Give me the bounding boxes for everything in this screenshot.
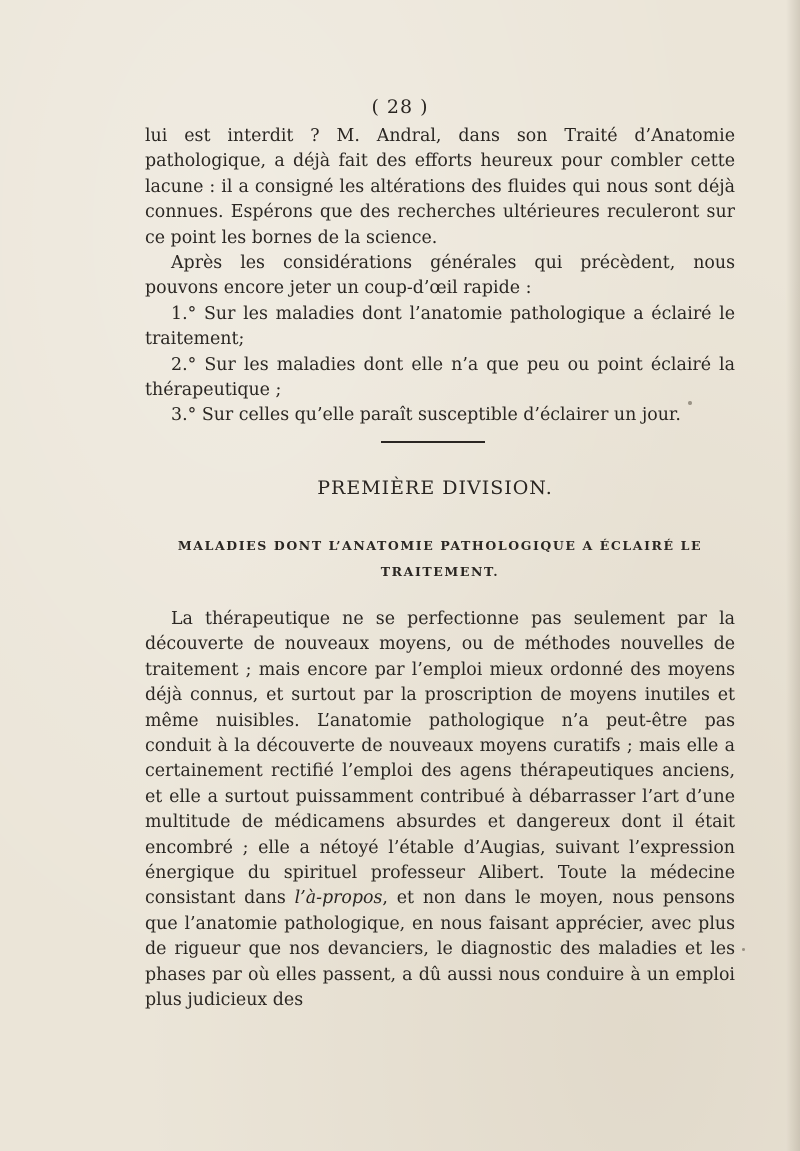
paper-speck [688,401,692,405]
page-edge-shadow [786,0,800,1151]
division-subtitle: MALADIES DONT L’ANATOMIE PATHOLOGIQUE A ÉCLAIRÉ LE TRAITEMENT. [177,538,703,579]
top-text-block [145,124,735,429]
main-paragraph [145,607,735,1014]
intro-paragraph: Après les considérations générales qui précèdent, nous pouvons encore jeter un coup-d’œil rapide : [145,253,735,299]
continued-paragraph: lui est interdit ? M. Andral, dans son Traité d’Anatomie pathologique, a déjà fait des efforts heureux pour combler cette lacune : il a consigné les altérations des fluides qui nous sont déjà connues. Espérons que des recherches ultérieures reculeront sur ce point les bornes de la science. [145,126,735,248]
list-item-1: 1.° Sur les maladies dont l’anatomie pathologique a éclairé le traitement; [145,303,735,350]
page-number: ( 28 ) [371,96,429,118]
paper-speck [742,948,745,951]
division-title: PREMIÈRE DIVISION. [317,477,553,499]
section-divider-rule [381,441,485,443]
main-paragraph-italic: l’à-propos [294,888,383,909]
list-item-2: 2.° Sur les maladies dont elle n’a que peu ou point éclairé la thérapeutique ; [145,354,735,401]
main-text-block [145,607,735,1014]
list-item-3: 3.° Sur celles qu’elle paraît susceptible d’éclairer un jour. [171,405,681,426]
main-paragraph-text-end: , et non dans le moyen, nous pensons que l’anatomie pathologique, en nous faisant apprécier, avec plus de rigueur que nos devanciers, le diagnostic des maladies et les phases par où elles passent, a dû aussi nous conduire à un emploi plus judicieux des [145,888,735,1011]
main-paragraph-text-start: La thérapeutique ne se perfectionne pas seulement par la découverte de nouveaux moyens, ou de méthodes nouvelles de traitement ; mais encore par l’emploi mieux ordonné des moyens déjà connus, et surtout par la proscription de moyens inutiles et même nuisibles. L’anatomie pathologique n’a peut-être pas conduit à la découverte de nouveaux moyens curatifs ; mais elle a certainement rectifié l’emploi des agens thérapeutiques anciens, et elle a surtout puissamment contribué à débarrasser l’art d’une multitude de médicamens absurdes et dangereux dont il était encombré ; elle a nétoyé l’étable d’Augias, suivant l’expression énergique du spirituel professeur Alibert. Toute la médecine consistant dans [145,609,735,909]
